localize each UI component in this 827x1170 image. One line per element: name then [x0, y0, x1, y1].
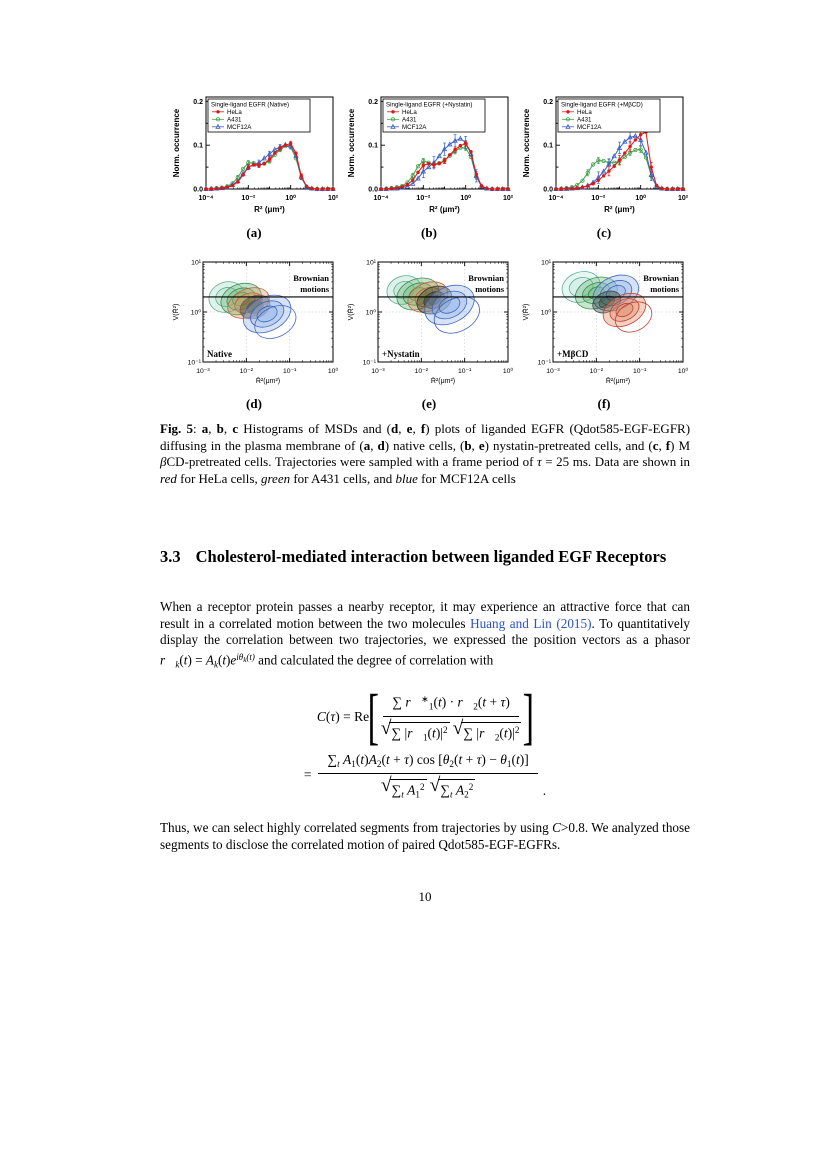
- numerator-1: [383, 692, 518, 717]
- text-segment: ,: [398, 421, 407, 436]
- text-segment: 1: [506, 758, 512, 769]
- text-segment: t: [432, 725, 436, 741]
- text-segment: ,: [471, 437, 479, 453]
- svg-text:A431: A431: [402, 116, 417, 124]
- fraction-1: [381, 692, 522, 742]
- panel-label-f: (f): [597, 396, 611, 411]
- text-segment: = 25 ms. Data are shown in: [541, 454, 690, 470]
- text-segment: k: [213, 659, 218, 670]
- equation-period: .: [542, 783, 547, 799]
- text-segment: +: [389, 752, 405, 768]
- svg-text:10¹: 10¹: [191, 259, 201, 267]
- svg-text:10⁻²: 10⁻²: [414, 368, 429, 375]
- svg-text:MCF12A: MCF12A: [577, 124, 602, 131]
- svg-text:10⁰: 10⁰: [327, 368, 339, 375]
- text-segment: k: [243, 656, 247, 665]
- svg-text:10⁰: 10⁰: [460, 195, 471, 202]
- panel-a: [169, 88, 339, 241]
- panel-label-e: (e): [421, 396, 437, 411]
- svg-text:10⁻⁴: 10⁻⁴: [548, 195, 564, 202]
- text-segment: t: [449, 789, 453, 800]
- text-segment: t: [337, 758, 340, 769]
- text-segment: ) plots of liganded EGFR (Qdot585-EGF-EGFR) diffusing in the plasma membrane of (: [160, 421, 691, 453]
- text-segment: A: [343, 752, 352, 768]
- svg-text:10²: 10²: [502, 195, 514, 202]
- svg-text:MCF12A: MCF12A: [227, 124, 252, 131]
- svg-text:Brownian: Brownian: [293, 273, 329, 283]
- panel-label-a: (a): [246, 225, 262, 240]
- text-segment: +: [462, 752, 477, 768]
- citation-link[interactable]: (2015): [556, 615, 592, 631]
- text-segment: d: [391, 421, 399, 436]
- svg-text:10⁻¹: 10⁻¹: [282, 368, 297, 375]
- text-segment: for HeLa cells,: [176, 470, 261, 486]
- svg-text:+Nystatin: +Nystatin: [382, 349, 420, 359]
- text-segment: e: [230, 652, 237, 668]
- svg-text:R̄²(μm²): R̄²(μm²): [255, 378, 281, 385]
- text-segment: t: [183, 652, 188, 668]
- text-segment: τ: [330, 709, 336, 725]
- text-segment: +: [486, 694, 501, 710]
- text-segment: β: [160, 454, 167, 470]
- svg-text:HeLa: HeLa: [577, 109, 592, 116]
- text-segment: C: [316, 709, 326, 725]
- equation-line-2: [160, 750, 690, 799]
- svg-text:0.1: 0.1: [543, 142, 553, 150]
- svg-text:0.2: 0.2: [368, 98, 378, 106]
- text-segment: and calculated the degree of correlation with: [254, 652, 494, 668]
- text-segment: t: [385, 752, 390, 768]
- text-segment: k: [175, 659, 180, 670]
- text-segment: ) =: [187, 652, 206, 668]
- figure-row-histograms: [169, 88, 691, 241]
- histogram-svg: [169, 88, 339, 218]
- text-segment: 1: [428, 701, 434, 712]
- density-plot-svg: [519, 255, 689, 389]
- text-segment: a: [201, 421, 209, 436]
- svg-text:R̄²(μm²): R̄²(μm²): [605, 378, 631, 385]
- text-segment: a: [363, 437, 371, 453]
- text-segment: (: [511, 752, 517, 768]
- text-segment: 2: [376, 758, 382, 769]
- text-segment: ,: [208, 421, 217, 436]
- text-segment: (: [325, 709, 331, 725]
- text-segment: 2: [443, 724, 448, 735]
- svg-text:V(R̄²): V(R̄²): [173, 303, 180, 321]
- text-segment: t: [503, 725, 508, 741]
- text-segment: d: [377, 437, 385, 453]
- svg-text:0.1: 0.1: [368, 142, 378, 150]
- svg-text:R² (μm²): R² (μm²): [254, 205, 285, 214]
- text-segment: Thus, we can select highly correlated segments from trajectories by using: [160, 820, 553, 835]
- text-segment: green: [260, 470, 291, 486]
- text-segment: 1: [351, 758, 356, 769]
- svg-text:0.0: 0.0: [368, 186, 378, 194]
- text-segment: (: [217, 652, 223, 668]
- denominator-1: [381, 717, 522, 743]
- svg-text:10⁻²: 10⁻²: [591, 195, 606, 202]
- histogram-svg: [344, 88, 514, 218]
- text-segment: >0.8. We analyzed those segments to disclose the correlated motion of paired Qdot585-EGF-EGFRs.: [160, 820, 691, 852]
- text-segment: ) M: [670, 437, 691, 453]
- text-segment: red: [160, 470, 177, 486]
- text-segment: ∑ |: [391, 725, 408, 741]
- text-segment: iθ: [236, 652, 244, 663]
- text-segment: ) ·: [441, 694, 458, 710]
- svg-text:Single-ligand EGFR (+MβCD): Single-ligand EGFR (+MβCD): [561, 101, 643, 109]
- text-segment: t: [222, 652, 227, 668]
- histogram-mbcd: [519, 88, 689, 223]
- text-segment: f: [665, 437, 671, 453]
- text-segment: θ: [442, 752, 450, 768]
- citation-link[interactable]: Huang and Lin: [470, 615, 552, 631]
- text-segment: ∑ |: [463, 725, 480, 741]
- svg-text:10⁰: 10⁰: [365, 309, 376, 317]
- text-segment: 2: [449, 758, 454, 769]
- text-segment: r⃗: [160, 652, 176, 668]
- section-heading: [160, 545, 690, 568]
- text-segment: ) = Re: [335, 709, 370, 725]
- legend: [208, 99, 310, 132]
- text-segment: e: [478, 437, 485, 453]
- svg-text:motions: motions: [475, 284, 504, 294]
- panel-label-b: (b): [421, 225, 437, 240]
- text-segment: ) cos [: [408, 752, 443, 768]
- svg-text:10⁰: 10⁰: [677, 368, 689, 375]
- text-segment: ∑: [327, 752, 338, 768]
- text-segment: c: [652, 437, 659, 453]
- panel-c: [519, 88, 689, 241]
- text-segment: t: [360, 752, 365, 768]
- text-segment: ∑: [392, 694, 406, 710]
- legend: [383, 99, 485, 132]
- text-segment: (: [433, 694, 438, 710]
- svg-text:R̄²(μm²): R̄²(μm²): [430, 378, 456, 385]
- svg-text:10¹: 10¹: [366, 259, 376, 267]
- legend: [558, 99, 660, 132]
- text-segment: ∗: [421, 694, 429, 704]
- density-mbcd: [519, 255, 689, 394]
- radical-sign: √: [452, 717, 464, 739]
- text-segment: CD-pretreated cells. Trajectories were sampled with a frame period of: [166, 454, 537, 470]
- svg-text:10⁻²: 10⁻²: [241, 195, 256, 202]
- svg-text:V(R̄²): V(R̄²): [348, 303, 355, 321]
- panel-b: [344, 88, 514, 241]
- text-segment: f: [420, 421, 426, 436]
- text-segment: τ: [500, 694, 506, 710]
- svg-text:10⁻⁴: 10⁻⁴: [373, 195, 389, 202]
- text-segment: (: [453, 752, 459, 768]
- text-segment: c: [232, 421, 239, 436]
- panel-e: [344, 255, 514, 412]
- text-segment: 2: [468, 781, 474, 792]
- section-title: Cholesterol-mediated interaction between liganded EGF Receptors: [195, 547, 667, 566]
- numerator-2: [318, 750, 537, 774]
- text-segment: ) native cells, (: [384, 437, 465, 453]
- svg-text:0.2: 0.2: [543, 98, 553, 106]
- svg-text:10⁻²: 10⁻²: [416, 195, 431, 202]
- text-segment: When a receptor protein passes a nearby receptor, it may experience an attractive force that can result in a correlated motion between the two molecules: [160, 599, 690, 631]
- text-segment: b: [464, 437, 472, 453]
- text-segment: A: [205, 652, 214, 668]
- svg-text:10⁻¹: 10⁻¹: [457, 368, 472, 375]
- text-segment: ) nystatin-pretreated cells, and (: [484, 437, 653, 453]
- text-segment: (: [477, 694, 483, 710]
- radical-sign: √: [429, 774, 441, 796]
- text-segment: t: [437, 694, 442, 710]
- svg-text:HeLa: HeLa: [227, 109, 242, 116]
- svg-text:Norm. occurrence: Norm. occurrence: [172, 108, 181, 178]
- text-segment: ,: [658, 437, 666, 453]
- section-number: 3.3: [160, 547, 181, 566]
- svg-text:Single-ligand EGFR (+Nystatin): Single-ligand EGFR (+Nystatin): [386, 101, 473, 109]
- text-segment: t: [482, 694, 487, 710]
- svg-text:10⁻¹: 10⁻¹: [362, 359, 376, 367]
- text-segment: ): [505, 694, 510, 710]
- density-nystatin: [344, 255, 514, 394]
- text-segment: r⃗: [407, 725, 423, 741]
- panel-label-d: (d): [246, 396, 262, 411]
- svg-text:Brownian: Brownian: [643, 273, 679, 283]
- svg-text:10⁰: 10⁰: [540, 309, 551, 317]
- text-segment: C: [552, 820, 561, 835]
- text-segment: ,: [412, 421, 421, 436]
- histogram-native: [169, 88, 339, 223]
- svg-text:10⁻³: 10⁻³: [371, 368, 385, 375]
- svg-text:10⁻¹: 10⁻¹: [632, 368, 647, 375]
- text-segment: 2: [420, 781, 425, 792]
- text-segment: )]: [519, 752, 529, 768]
- equation-block: [160, 683, 690, 800]
- svg-text:MCF12A: MCF12A: [402, 124, 427, 131]
- panel-d: [169, 255, 339, 412]
- text-segment: r⃗: [457, 694, 474, 710]
- text-segment: ,: [223, 421, 233, 436]
- text-segment: ): [226, 652, 231, 668]
- text-segment: (: [499, 725, 504, 741]
- text-segment: τ: [404, 752, 409, 768]
- text-segment: A: [407, 782, 416, 798]
- svg-text:motions: motions: [650, 284, 679, 294]
- figure-row-density: [169, 255, 691, 412]
- panel-f: [519, 255, 689, 412]
- svg-text:R² (μm²): R² (μm²): [604, 205, 635, 214]
- text-segment: . To quantitatively display the correlation between two trajectories, we expressed the position vectors as a phasor: [160, 615, 690, 648]
- fraction-2: [318, 750, 537, 799]
- text-segment: 2: [494, 732, 500, 743]
- svg-text:Native: Native: [207, 349, 232, 359]
- paragraph-2: [160, 820, 690, 853]
- figure-caption: [160, 421, 690, 487]
- svg-text:0.0: 0.0: [193, 186, 203, 194]
- text-segment: ,: [370, 437, 378, 453]
- text-segment: t: [516, 752, 520, 768]
- text-segment: 1: [422, 732, 428, 743]
- svg-text:10⁻¹: 10⁻¹: [187, 359, 201, 367]
- svg-text:0.0: 0.0: [543, 186, 553, 194]
- svg-text:10⁻⁴: 10⁻⁴: [198, 195, 214, 202]
- text-segment: (: [427, 725, 433, 741]
- svg-text:A431: A431: [577, 116, 592, 124]
- text-segment: ) −: [481, 752, 501, 768]
- equation-line-1: C(τ) = Re [ ∑ $r⃗^∗_1(t)$ · $r⃗_2(t + \tau)$ √ ∑ $|r⃗_1(t)|^2$ √ ∑ $|r⃗_2(t)|^2$ ]: [316, 683, 535, 752]
- svg-text:Norm. occurrence: Norm. occurrence: [347, 108, 356, 178]
- figure-5: [169, 88, 691, 412]
- svg-text:A431: A431: [227, 116, 242, 124]
- svg-text:Single-ligand EGFR (Native): Single-ligand EGFR (Native): [211, 101, 290, 109]
- svg-text:10⁰: 10⁰: [502, 368, 514, 375]
- text-segment: for A431 cells, and: [290, 470, 396, 486]
- svg-text:HeLa: HeLa: [402, 109, 417, 116]
- text-segment: (: [355, 752, 361, 768]
- svg-text:10⁻³: 10⁻³: [546, 368, 560, 375]
- text-segment: )|: [435, 725, 444, 741]
- svg-text:10²: 10²: [677, 195, 689, 202]
- text-segment: 2: [473, 701, 478, 712]
- text-segment: r⃗: [405, 694, 422, 710]
- text-segment: Fig. 5: [160, 421, 193, 436]
- histogram-svg: [519, 88, 689, 218]
- svg-text:R² (μm²): R² (μm²): [429, 205, 460, 214]
- text-segment: for MCF12A cells: [417, 470, 516, 486]
- density-plot-svg: [169, 255, 339, 389]
- text-segment: ): [364, 752, 369, 768]
- text-segment: 2: [464, 789, 469, 800]
- panel-label-c: (c): [596, 225, 612, 240]
- text-segment: 2: [514, 724, 520, 735]
- text-segment: Histograms of MSDs and (: [238, 421, 392, 436]
- text-segment: θ: [500, 752, 507, 768]
- histogram-nystatin: [344, 88, 514, 223]
- text-segment: (t): [246, 652, 255, 663]
- text-segment: r⃗: [479, 725, 495, 741]
- text-segment: blue: [395, 470, 418, 486]
- svg-text:0.1: 0.1: [193, 142, 203, 150]
- svg-text:10⁻¹: 10⁻¹: [537, 359, 551, 367]
- svg-text:V(R̄²): V(R̄²): [523, 303, 530, 321]
- denominator-2: [381, 774, 476, 800]
- text-segment: A: [455, 782, 465, 798]
- svg-text:10⁻²: 10⁻²: [239, 368, 254, 375]
- svg-text:Norm. occurrence: Norm. occurrence: [522, 108, 531, 178]
- text-segment: b: [216, 421, 224, 436]
- text-segment: (: [179, 652, 184, 668]
- equation-lhs: [317, 709, 369, 725]
- radical-sign: √: [380, 717, 392, 739]
- text-segment: e: [406, 421, 413, 436]
- text-segment: A: [368, 752, 377, 768]
- paragraph-1: [160, 599, 690, 673]
- text-segment: τ: [476, 752, 482, 768]
- text-segment: t: [401, 789, 404, 800]
- svg-text:10¹: 10¹: [541, 259, 551, 267]
- svg-text:0.2: 0.2: [193, 98, 203, 106]
- svg-text:10⁰: 10⁰: [285, 195, 296, 202]
- text-segment: t: [458, 752, 463, 768]
- page-number: 10: [418, 889, 432, 904]
- density-plot-svg: [344, 255, 514, 389]
- radical-sign: √: [380, 774, 392, 796]
- svg-text:motions: motions: [300, 284, 329, 294]
- svg-text:10⁻²: 10⁻²: [589, 368, 604, 375]
- density-native: [169, 255, 339, 394]
- text-segment: ∑: [440, 782, 450, 798]
- equals-sign: =: [303, 766, 312, 782]
- text-segment: τ: [536, 454, 542, 470]
- text-segment: )|: [507, 725, 515, 741]
- svg-text:10⁰: 10⁰: [190, 309, 201, 317]
- text-segment: (: [381, 752, 386, 768]
- svg-text:10⁰: 10⁰: [635, 195, 646, 202]
- text-segment: 1: [415, 789, 421, 800]
- text-segment: :: [192, 421, 202, 436]
- text-segment: ∑: [391, 782, 402, 798]
- svg-text:+MβCD: +MβCD: [557, 349, 589, 359]
- svg-text:Brownian: Brownian: [468, 273, 504, 283]
- svg-text:10⁻³: 10⁻³: [196, 368, 210, 375]
- svg-text:10²: 10²: [327, 195, 339, 202]
